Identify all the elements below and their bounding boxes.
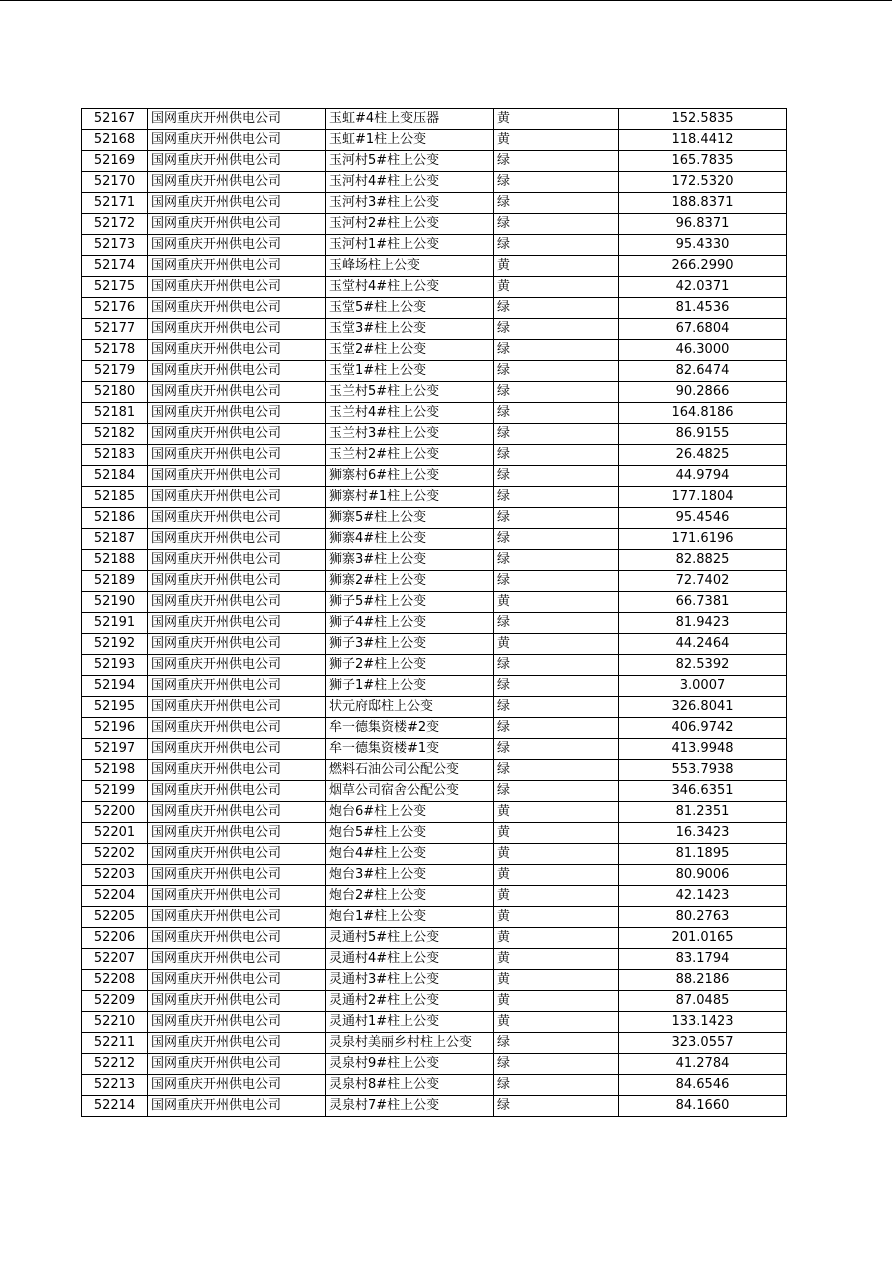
transformer-name-cell: 狮寨5#柱上公变 [326, 508, 494, 529]
status-cell: 绿 [494, 739, 619, 760]
transformer-name-cell: 玉虹#1柱上公变 [326, 130, 494, 151]
company-cell: 国网重庆开州供电公司 [148, 865, 326, 886]
status-cell: 绿 [494, 1096, 619, 1117]
company-cell: 国网重庆开州供电公司 [148, 844, 326, 865]
row-id-cell: 52187 [82, 529, 148, 550]
status-cell: 黄 [494, 886, 619, 907]
row-id-cell: 52213 [82, 1075, 148, 1096]
table-row [82, 445, 787, 466]
status-cell: 绿 [494, 172, 619, 193]
status-cell: 绿 [494, 214, 619, 235]
row-id-cell: 52211 [82, 1033, 148, 1054]
company-cell: 国网重庆开州供电公司 [148, 613, 326, 634]
table-row [82, 193, 787, 214]
transformer-name-cell: 玉堂3#柱上公变 [326, 319, 494, 340]
status-cell: 黄 [494, 256, 619, 277]
table-row [82, 949, 787, 970]
transformer-name-cell: 玉堂5#柱上公变 [326, 298, 494, 319]
table-row [82, 592, 787, 613]
row-id-cell: 52189 [82, 571, 148, 592]
row-id-cell: 52196 [82, 718, 148, 739]
row-id-cell: 52200 [82, 802, 148, 823]
status-cell: 绿 [494, 424, 619, 445]
table-row [82, 109, 787, 130]
value-cell: 406.9742 [619, 718, 787, 739]
value-cell: 118.4412 [619, 130, 787, 151]
value-cell: 201.0165 [619, 928, 787, 949]
table-row [82, 1096, 787, 1117]
status-cell: 黄 [494, 109, 619, 130]
company-cell: 国网重庆开州供电公司 [148, 508, 326, 529]
value-cell: 165.7835 [619, 151, 787, 172]
row-id-cell: 52212 [82, 1054, 148, 1075]
transformer-name-cell: 炮台3#柱上公变 [326, 865, 494, 886]
value-cell: 90.2866 [619, 382, 787, 403]
transformer-name-cell: 玉河村4#柱上公变 [326, 172, 494, 193]
row-id-cell: 52181 [82, 403, 148, 424]
table-row [82, 214, 787, 235]
status-cell: 绿 [494, 550, 619, 571]
company-cell: 国网重庆开州供电公司 [148, 235, 326, 256]
status-cell: 绿 [494, 319, 619, 340]
value-cell: 323.0557 [619, 1033, 787, 1054]
company-cell: 国网重庆开州供电公司 [148, 739, 326, 760]
company-cell: 国网重庆开州供电公司 [148, 130, 326, 151]
row-id-cell: 52210 [82, 1012, 148, 1033]
transformer-name-cell: 狮子5#柱上公变 [326, 592, 494, 613]
row-id-cell: 52167 [82, 109, 148, 130]
company-cell: 国网重庆开州供电公司 [148, 550, 326, 571]
table-row [82, 277, 787, 298]
value-cell: 46.3000 [619, 340, 787, 361]
status-cell: 绿 [494, 466, 619, 487]
value-cell: 177.1804 [619, 487, 787, 508]
row-id-cell: 52198 [82, 760, 148, 781]
transformer-name-cell: 狮子4#柱上公变 [326, 613, 494, 634]
transformer-name-cell: 玉河村1#柱上公变 [326, 235, 494, 256]
transformer-name-cell: 玉峰场柱上公变 [326, 256, 494, 277]
row-id-cell: 52178 [82, 340, 148, 361]
transformer-name-cell: 灵泉村美丽乡村柱上公变 [326, 1033, 494, 1054]
value-cell: 82.8825 [619, 550, 787, 571]
status-cell: 绿 [494, 235, 619, 256]
status-cell: 黄 [494, 844, 619, 865]
value-cell: 95.4546 [619, 508, 787, 529]
table-row [82, 256, 787, 277]
row-id-cell: 52180 [82, 382, 148, 403]
table-row [82, 655, 787, 676]
value-cell: 66.7381 [619, 592, 787, 613]
transformer-name-cell: 烟草公司宿舍公配公变 [326, 781, 494, 802]
table-row [82, 802, 787, 823]
company-cell: 国网重庆开州供电公司 [148, 319, 326, 340]
transformer-name-cell: 狮子3#柱上公变 [326, 634, 494, 655]
table-row [82, 382, 787, 403]
company-cell: 国网重庆开州供电公司 [148, 781, 326, 802]
row-id-cell: 52190 [82, 592, 148, 613]
company-cell: 国网重庆开州供电公司 [148, 823, 326, 844]
row-id-cell: 52172 [82, 214, 148, 235]
transformer-name-cell: 状元府邸柱上公变 [326, 697, 494, 718]
table-row [82, 298, 787, 319]
row-id-cell: 52174 [82, 256, 148, 277]
status-cell: 绿 [494, 655, 619, 676]
table-row [82, 508, 787, 529]
table-row [82, 760, 787, 781]
status-cell: 黄 [494, 949, 619, 970]
row-id-cell: 52186 [82, 508, 148, 529]
value-cell: 81.9423 [619, 613, 787, 634]
status-cell: 黄 [494, 970, 619, 991]
table-row [82, 571, 787, 592]
company-cell: 国网重庆开州供电公司 [148, 907, 326, 928]
row-id-cell: 52177 [82, 319, 148, 340]
value-cell: 82.6474 [619, 361, 787, 382]
company-cell: 国网重庆开州供电公司 [148, 445, 326, 466]
transformer-name-cell: 灵通村2#柱上公变 [326, 991, 494, 1012]
value-cell: 81.4536 [619, 298, 787, 319]
value-cell: 81.2351 [619, 802, 787, 823]
table-row [82, 991, 787, 1012]
status-cell: 绿 [494, 1075, 619, 1096]
value-cell: 266.2990 [619, 256, 787, 277]
row-id-cell: 52173 [82, 235, 148, 256]
transformer-name-cell: 牟一德集资楼#1变 [326, 739, 494, 760]
transformer-name-cell: 玉堂2#柱上公变 [326, 340, 494, 361]
status-cell: 黄 [494, 865, 619, 886]
row-id-cell: 52214 [82, 1096, 148, 1117]
row-id-cell: 52169 [82, 151, 148, 172]
transformer-name-cell: 炮台1#柱上公变 [326, 907, 494, 928]
table-row [82, 235, 787, 256]
transformer-name-cell: 狮寨村6#柱上公变 [326, 466, 494, 487]
company-cell: 国网重庆开州供电公司 [148, 571, 326, 592]
value-cell: 326.8041 [619, 697, 787, 718]
company-cell: 国网重庆开州供电公司 [148, 172, 326, 193]
table-row [82, 424, 787, 445]
status-cell: 绿 [494, 403, 619, 424]
status-cell: 黄 [494, 1012, 619, 1033]
value-cell: 87.0485 [619, 991, 787, 1012]
status-cell: 绿 [494, 718, 619, 739]
value-cell: 84.1660 [619, 1096, 787, 1117]
status-cell: 绿 [494, 1054, 619, 1075]
transformer-name-cell: 炮台2#柱上公变 [326, 886, 494, 907]
company-cell: 国网重庆开州供电公司 [148, 970, 326, 991]
company-cell: 国网重庆开州供电公司 [148, 655, 326, 676]
value-cell: 553.7938 [619, 760, 787, 781]
status-cell: 绿 [494, 298, 619, 319]
value-cell: 83.1794 [619, 949, 787, 970]
status-cell: 黄 [494, 277, 619, 298]
transformer-name-cell: 炮台6#柱上公变 [326, 802, 494, 823]
table-row [82, 403, 787, 424]
status-cell: 黄 [494, 592, 619, 613]
table-row [82, 550, 787, 571]
transformer-name-cell: 灵通村5#柱上公变 [326, 928, 494, 949]
table-row [82, 1012, 787, 1033]
row-id-cell: 52194 [82, 676, 148, 697]
company-cell: 国网重庆开州供电公司 [148, 1054, 326, 1075]
table-row [82, 319, 787, 340]
status-cell: 黄 [494, 928, 619, 949]
row-id-cell: 52205 [82, 907, 148, 928]
value-cell: 152.5835 [619, 109, 787, 130]
transformer-name-cell: 狮子2#柱上公变 [326, 655, 494, 676]
table-row [82, 172, 787, 193]
transformer-name-cell: 灵泉村9#柱上公变 [326, 1054, 494, 1075]
transformer-name-cell: 灵通村1#柱上公变 [326, 1012, 494, 1033]
value-cell: 80.2763 [619, 907, 787, 928]
value-cell: 82.5392 [619, 655, 787, 676]
transformer-name-cell: 炮台4#柱上公变 [326, 844, 494, 865]
value-cell: 84.6546 [619, 1075, 787, 1096]
table-body [82, 109, 787, 1117]
table-row [82, 1075, 787, 1096]
value-cell: 44.9794 [619, 466, 787, 487]
company-cell: 国网重庆开州供电公司 [148, 256, 326, 277]
transformer-name-cell: 灵通村4#柱上公变 [326, 949, 494, 970]
status-cell: 绿 [494, 529, 619, 550]
company-cell: 国网重庆开州供电公司 [148, 676, 326, 697]
status-cell: 绿 [494, 445, 619, 466]
value-cell: 26.4825 [619, 445, 787, 466]
status-cell: 黄 [494, 823, 619, 844]
table-row [82, 970, 787, 991]
table-row [82, 781, 787, 802]
status-cell: 绿 [494, 508, 619, 529]
table-row [82, 865, 787, 886]
row-id-cell: 52182 [82, 424, 148, 445]
company-cell: 国网重庆开州供电公司 [148, 1033, 326, 1054]
company-cell: 国网重庆开州供电公司 [148, 634, 326, 655]
table-row [82, 151, 787, 172]
row-id-cell: 52170 [82, 172, 148, 193]
row-id-cell: 52168 [82, 130, 148, 151]
status-cell: 绿 [494, 193, 619, 214]
table-row [82, 361, 787, 382]
value-cell: 88.2186 [619, 970, 787, 991]
company-cell: 国网重庆开州供电公司 [148, 298, 326, 319]
transformer-name-cell: 狮子1#柱上公变 [326, 676, 494, 697]
status-cell: 黄 [494, 130, 619, 151]
transformer-name-cell: 玉兰村2#柱上公变 [326, 445, 494, 466]
row-id-cell: 52195 [82, 697, 148, 718]
company-cell: 国网重庆开州供电公司 [148, 403, 326, 424]
status-cell: 黄 [494, 634, 619, 655]
transformer-name-cell: 狮寨4#柱上公变 [326, 529, 494, 550]
row-id-cell: 52201 [82, 823, 148, 844]
value-cell: 16.3423 [619, 823, 787, 844]
row-id-cell: 52171 [82, 193, 148, 214]
value-cell: 72.7402 [619, 571, 787, 592]
table-row [82, 529, 787, 550]
transformer-name-cell: 玉河村3#柱上公变 [326, 193, 494, 214]
company-cell: 国网重庆开州供电公司 [148, 361, 326, 382]
table-row [82, 340, 787, 361]
company-cell: 国网重庆开州供电公司 [148, 382, 326, 403]
status-cell: 黄 [494, 907, 619, 928]
table-row [82, 1054, 787, 1075]
company-cell: 国网重庆开州供电公司 [148, 424, 326, 445]
value-cell: 164.8186 [619, 403, 787, 424]
value-cell: 96.8371 [619, 214, 787, 235]
status-cell: 绿 [494, 781, 619, 802]
value-cell: 67.6804 [619, 319, 787, 340]
row-id-cell: 52175 [82, 277, 148, 298]
transformer-name-cell: 玉堂1#柱上公变 [326, 361, 494, 382]
table-row [82, 676, 787, 697]
table-row [82, 844, 787, 865]
company-cell: 国网重庆开州供电公司 [148, 214, 326, 235]
company-cell: 国网重庆开州供电公司 [148, 193, 326, 214]
transformer-name-cell: 玉堂村4#柱上公变 [326, 277, 494, 298]
row-id-cell: 52188 [82, 550, 148, 571]
row-id-cell: 52179 [82, 361, 148, 382]
table-row [82, 907, 787, 928]
row-id-cell: 52202 [82, 844, 148, 865]
company-cell: 国网重庆开州供电公司 [148, 1012, 326, 1033]
table-row [82, 613, 787, 634]
status-cell: 绿 [494, 382, 619, 403]
value-cell: 81.1895 [619, 844, 787, 865]
table-row [82, 823, 787, 844]
value-cell: 3.0007 [619, 676, 787, 697]
row-id-cell: 52209 [82, 991, 148, 1012]
company-cell: 国网重庆开州供电公司 [148, 487, 326, 508]
transformer-name-cell: 灵通村3#柱上公变 [326, 970, 494, 991]
row-id-cell: 52192 [82, 634, 148, 655]
row-id-cell: 52191 [82, 613, 148, 634]
transformer-name-cell: 玉兰村4#柱上公变 [326, 403, 494, 424]
transformer-name-cell: 玉兰村3#柱上公变 [326, 424, 494, 445]
table-row [82, 718, 787, 739]
page-top-rule [0, 0, 892, 1]
transformer-name-cell: 炮台5#柱上公变 [326, 823, 494, 844]
transformer-name-cell: 狮寨3#柱上公变 [326, 550, 494, 571]
row-id-cell: 52176 [82, 298, 148, 319]
row-id-cell: 52207 [82, 949, 148, 970]
value-cell: 44.2464 [619, 634, 787, 655]
row-id-cell: 52203 [82, 865, 148, 886]
transformer-name-cell: 燃料石油公司公配公变 [326, 760, 494, 781]
company-cell: 国网重庆开州供电公司 [148, 886, 326, 907]
status-cell: 黄 [494, 802, 619, 823]
value-cell: 42.0371 [619, 277, 787, 298]
value-cell: 80.9006 [619, 865, 787, 886]
value-cell: 172.5320 [619, 172, 787, 193]
company-cell: 国网重庆开州供电公司 [148, 697, 326, 718]
row-id-cell: 52199 [82, 781, 148, 802]
table-row [82, 487, 787, 508]
status-cell: 绿 [494, 361, 619, 382]
row-id-cell: 52184 [82, 466, 148, 487]
row-id-cell: 52208 [82, 970, 148, 991]
status-cell: 绿 [494, 697, 619, 718]
transformer-name-cell: 狮寨2#柱上公变 [326, 571, 494, 592]
status-cell: 绿 [494, 487, 619, 508]
company-cell: 国网重庆开州供电公司 [148, 802, 326, 823]
row-id-cell: 52206 [82, 928, 148, 949]
value-cell: 42.1423 [619, 886, 787, 907]
status-cell: 绿 [494, 571, 619, 592]
row-id-cell: 52204 [82, 886, 148, 907]
status-cell: 绿 [494, 151, 619, 172]
transformer-name-cell: 玉河村2#柱上公变 [326, 214, 494, 235]
value-cell: 41.2784 [619, 1054, 787, 1075]
value-cell: 171.6196 [619, 529, 787, 550]
company-cell: 国网重庆开州供电公司 [148, 760, 326, 781]
company-cell: 国网重庆开州供电公司 [148, 109, 326, 130]
table-row [82, 886, 787, 907]
company-cell: 国网重庆开州供电公司 [148, 592, 326, 613]
value-cell: 86.9155 [619, 424, 787, 445]
company-cell: 国网重庆开州供电公司 [148, 529, 326, 550]
row-id-cell: 52193 [82, 655, 148, 676]
transformer-name-cell: 玉虹#4柱上变压器 [326, 109, 494, 130]
table-row [82, 739, 787, 760]
transformer-name-cell: 灵泉村8#柱上公变 [326, 1075, 494, 1096]
company-cell: 国网重庆开州供电公司 [148, 718, 326, 739]
transformer-name-cell: 牟一德集资楼#2变 [326, 718, 494, 739]
company-cell: 国网重庆开州供电公司 [148, 466, 326, 487]
status-cell: 绿 [494, 760, 619, 781]
row-id-cell: 52183 [82, 445, 148, 466]
company-cell: 国网重庆开州供电公司 [148, 340, 326, 361]
company-cell: 国网重庆开州供电公司 [148, 1096, 326, 1117]
company-cell: 国网重庆开州供电公司 [148, 151, 326, 172]
value-cell: 188.8371 [619, 193, 787, 214]
status-cell: 绿 [494, 340, 619, 361]
status-cell: 绿 [494, 613, 619, 634]
transformer-name-cell: 灵泉村7#柱上公变 [326, 1096, 494, 1117]
status-cell: 绿 [494, 1033, 619, 1054]
transformer-table [81, 108, 787, 1117]
table-row [82, 634, 787, 655]
table-row [82, 130, 787, 151]
value-cell: 413.9948 [619, 739, 787, 760]
table-row [82, 1033, 787, 1054]
company-cell: 国网重庆开州供电公司 [148, 928, 326, 949]
table-row [82, 466, 787, 487]
company-cell: 国网重庆开州供电公司 [148, 1075, 326, 1096]
status-cell: 黄 [494, 991, 619, 1012]
value-cell: 133.1423 [619, 1012, 787, 1033]
value-cell: 95.4330 [619, 235, 787, 256]
value-cell: 346.6351 [619, 781, 787, 802]
transformer-name-cell: 玉兰村5#柱上公变 [326, 382, 494, 403]
company-cell: 国网重庆开州供电公司 [148, 277, 326, 298]
status-cell: 绿 [494, 676, 619, 697]
row-id-cell: 52185 [82, 487, 148, 508]
table-row [82, 697, 787, 718]
transformer-name-cell: 狮寨村#1柱上公变 [326, 487, 494, 508]
company-cell: 国网重庆开州供电公司 [148, 949, 326, 970]
transformer-name-cell: 玉河村5#柱上公变 [326, 151, 494, 172]
company-cell: 国网重庆开州供电公司 [148, 991, 326, 1012]
row-id-cell: 52197 [82, 739, 148, 760]
table-row [82, 928, 787, 949]
